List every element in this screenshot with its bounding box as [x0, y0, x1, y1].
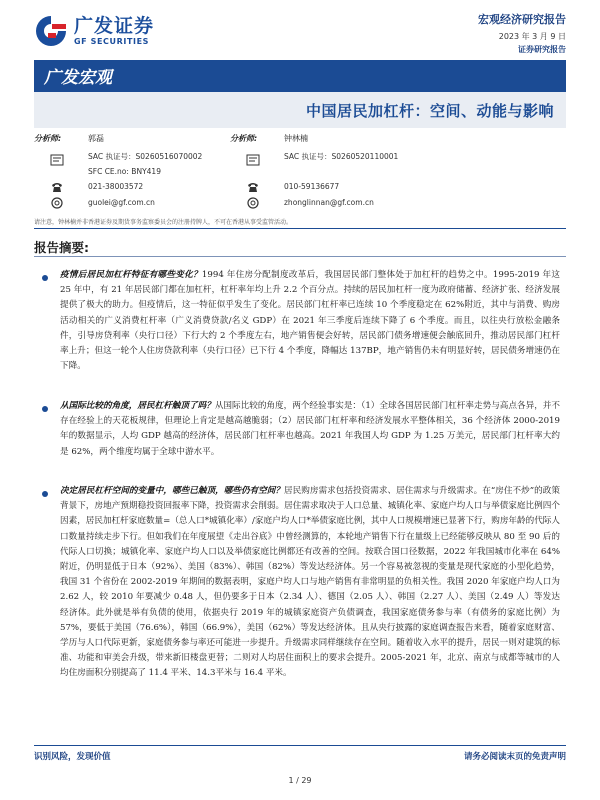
title-row	[34, 92, 566, 128]
paragraph-text: 1994 年住房分配制度改革后，我国居民部门整体处于加杠杆的趋势之中。1995-2019 年这 25 年中，有 21 年居民部门都在加杠杆，杠杆率年均上升 2.2 个百分点。持续的居民加杠杆一度为政府储蓄、经济扩张、经济发展提供了极大的助力。但疫情后，这一特征似乎发生了变化。居民部门杠杆率已连续 10 个季度稳定在 62%附近，其中与消费、购房活动相关的广义消费杠杆率（广义消费贷款/名义 GDP）在 2021 年三季度后连续下降了 6 个季度。而且，以往央行放松金融条件，引导房贷利率（央行口径）下行大约 2 个季度左右，地产销售便会好转，居民部门债务增速便会触底回升，推动居民部门杠杆率上升；但这一轮个人住房贷款利率（央行口径）已下行 4 个季度，降幅达 137BP，地产销售仍未有明显好转，居民债务增速仍在下降。	[60, 270, 560, 372]
report-type: 宏观经济研究报告	[478, 13, 566, 26]
logo-text-cn: 广发证券	[74, 14, 155, 37]
paragraph-text: 居民购房需求包括投资需求、居住需求与升级需求。在“房住不炒”的政策背景下，房地产预期稳投资回报率下降，投资需求会削弱。居住需求取决于人口总量、城镇化率、家庭户均人口与举债家庭比例四个因素，居民加杠杆家庭数量=（总人口*城镇化率）/家庭户均人口*举债家庭比例，其中人口规模增速已显著下行，购房年龄的代际人口数量持续走步下行。但如我们在年度展望《走出谷底》中曾经测算的，本轮地产销售下行在量级上已经能够反映从 80 至 90 后的代际人口切换；城镇化率、家庭户均人口以及举债家庭比例都还有改善的空间。按联合国口径数据，2022 年我国城市化率在 64%附近，仍明显低于日本（92%）、美国（83%）、韩国（82%）等发达经济体。另一个容易被忽视的变量是现代家庭的小型化趋势，我国 31 个省份在 2002-2019 年期间的数据表明，家庭户均人口与地产销售有非常明显的负相关性。我国 2020 年家庭户均人口为 2.62 人，较 2010 年要减少 0.48 人，但仍要多于日本（2.34 人）、德国（2.05 人）、韩国（2.27 人）、美国（2.49 人）等发达经济体。此外就是举有负债的使用，依据央行 2019 年的城镇家庭资产负债调查，我国家庭债务参与率（有债务的家庭比例）为 57%，要低于美国（76.6%），韩国（66.9%），美国（62%）等发达经济体。且从央行披露的家庭调查报告来看，随着家庭财富、学历与人口代际更新，家庭债务参与率还可能进一步提升。升级需求同样继续存在空间。随着收入水平的提升，居民一则对建筑的标准、功能和审美会升级，带来新旧楼盘更替；二则对人均居住面积上的要求会提升。2005-2021 年，北京、南京与成都等城市的人均住房面积分别提高了 11.4 平米、14.3平米与 16.4 平米。	[60, 486, 560, 679]
phone-icon	[246, 181, 260, 193]
bullet-icon	[42, 275, 48, 281]
divider	[34, 256, 566, 257]
summary-paragraph	[60, 399, 560, 460]
analyst-name: 郭磊	[88, 134, 104, 143]
company-logo	[34, 14, 154, 48]
analyst-sac: SAC 执证号：S0260516070002	[88, 152, 203, 161]
divider	[34, 228, 566, 229]
summary-paragraph	[60, 268, 560, 374]
analyst-phone: 021-38003572	[88, 182, 144, 191]
analyst-block	[34, 133, 566, 223]
report-kind: 证券研究报告	[518, 45, 566, 54]
logo-text-en: GF SECURITIES	[74, 36, 150, 46]
paragraph-lead: 决定居民杠杆空间的变量中，哪些已触顶，哪些仍有空间？	[60, 486, 285, 496]
footer-disclaimer: 请务必阅读末页的免责声明	[463, 752, 566, 762]
analyst-phone: 010-59136677	[284, 182, 340, 191]
analyst-sac: SAC 执证号：S0260520110001	[284, 152, 399, 161]
bullet-icon	[42, 491, 48, 497]
certificate-icon	[246, 154, 260, 166]
page-number: 1 / 29	[288, 776, 312, 785]
phone-icon	[50, 181, 64, 193]
email-icon	[50, 197, 64, 209]
section-banner	[34, 60, 566, 92]
analyst-label: 分析师:	[230, 134, 258, 143]
analyst-label: 分析师:	[34, 134, 62, 143]
page-header	[0, 0, 600, 58]
summary-heading: 报告摘要:	[34, 240, 89, 255]
bullet-icon	[42, 406, 48, 412]
email-icon	[246, 197, 260, 209]
certificate-icon	[50, 154, 64, 166]
paragraph-lead: 疫情后居民加杠杆特征有哪些变化？	[60, 270, 202, 280]
analyst-email[interactable]: guolei@gf.com.cn	[88, 198, 155, 207]
gf-logo-icon	[34, 14, 68, 48]
banner-title: 广发宏观	[44, 68, 112, 88]
footer-divider	[34, 745, 566, 746]
report-date: 2023 年 3 月 9 日	[498, 32, 566, 41]
report-title: 中国居民加杠杆：空间、动能与影响	[305, 102, 554, 120]
summary-paragraph	[60, 484, 560, 682]
analyst-name: 钟林楠	[284, 134, 308, 143]
analyst-disclaimer: 请注意，钟林楠并非香港证券及期货事务监察委员会的注册持牌人，不可在香港从事受监管活动。	[34, 219, 293, 226]
analyst-sfc: SFC CE.no: BNY419	[88, 167, 161, 176]
paragraph-text: 从国际比较的角度，两个经验事实是：（1）全球各国居民部门杠杆率走势与高点各异，并不存在经验上的天花板规律，但理论上肯定是越高越脆弱；（2）居民部门杠杆率和经济发展水平整体相关，36 个经济体 2000-2019 年的数据显示，人均 GDP 越高的经济体，居民部门杠杆率也越高。2021 年我国人均 GDP 为 1.25 万美元，居民部门杠杆率大约是 62%，两个维度均属于全球中游水平。	[60, 401, 560, 457]
analyst-email[interactable]: zhonglinnan@gf.com.cn	[284, 198, 374, 207]
paragraph-lead: 从国际比较的角度，居民杠杆触顶了吗？	[60, 401, 215, 411]
footer-slogan: 识别风险，发现价值	[34, 752, 111, 762]
